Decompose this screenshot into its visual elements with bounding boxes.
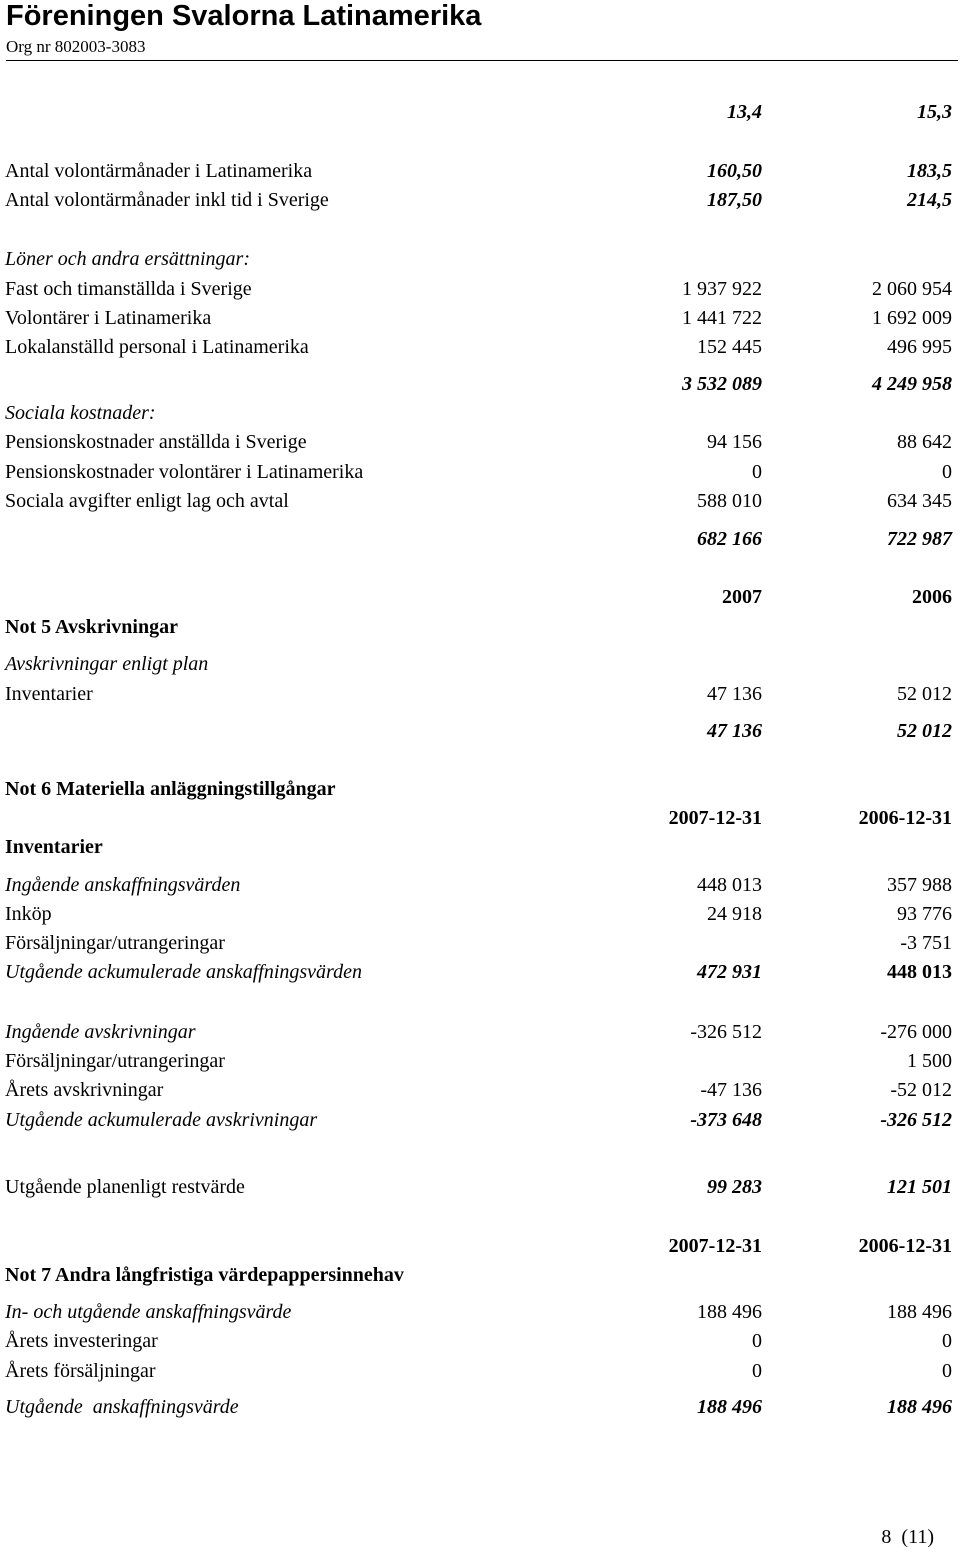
value-2006: -52 012 [890, 1079, 952, 1101]
row-label: Lokalanställd personal i Latinamerika [5, 336, 309, 358]
table-row [0, 1298, 960, 1326]
row-label: Inventarier [5, 683, 93, 705]
social-costs-heading-row [0, 399, 960, 427]
salaries-total-2007: 3 532 089 [682, 373, 762, 395]
value-2006: 448 013 [887, 961, 952, 983]
row-label: Pensionskostnader volontärer i Latinamerika [5, 461, 364, 483]
note5-title: Not 5 Avskrivningar [5, 616, 178, 638]
note7-title: Not 7 Andra långfristiga värdepappersinnehav [5, 1264, 404, 1286]
value-2006: 214,5 [907, 189, 952, 211]
value-2007: 448 013 [697, 874, 762, 896]
note6-subheading-row [0, 833, 960, 861]
value-2006: 2 060 954 [872, 278, 952, 300]
note7-date-2007: 2007-12-31 [668, 1235, 762, 1257]
salaries-heading: Löner och andra ersättningar: [5, 248, 250, 270]
table-row [0, 304, 960, 332]
note6-date-header-row [0, 804, 960, 832]
value-2006: 1 692 009 [872, 307, 952, 329]
row-label: Utgående planenligt restvärde [5, 1176, 245, 1198]
note5-year-2007: 2007 [722, 586, 762, 608]
table-row [0, 1357, 960, 1385]
table-row [0, 1047, 960, 1075]
note5-title-row [0, 613, 960, 641]
value-2006: 0 [942, 461, 952, 483]
volunteer-summary-2007: 13,4 [727, 101, 762, 123]
value-2006: 357 988 [887, 874, 952, 896]
value-2007: -326 512 [690, 1021, 762, 1043]
table-row [0, 1076, 960, 1104]
row-label: Utgående ackumulerade anskaffningsvärden [5, 961, 362, 983]
value-2007: -373 648 [690, 1109, 762, 1131]
note5-subheading: Avskrivningar enligt plan [5, 653, 209, 675]
table-row [0, 458, 960, 486]
row-label: Utgående anskaffningsvärde [5, 1396, 239, 1418]
table-row [0, 871, 960, 899]
value-2007: -47 136 [700, 1079, 762, 1101]
value-2007: 94 156 [707, 431, 762, 453]
volunteer-summary-row [0, 98, 960, 126]
value-2007: 188 496 [697, 1301, 762, 1323]
row-label: Volontärer i Latinamerika [5, 307, 212, 329]
salaries-total-row [0, 370, 960, 398]
value-2006: 93 776 [897, 903, 952, 925]
value-2006: 0 [942, 1360, 952, 1382]
row-label: Årets försäljningar [5, 1360, 156, 1382]
row-label: Fast och timanställda i Sverige [5, 278, 252, 300]
row-label: Ingående avskrivningar [5, 1021, 196, 1043]
value-2006: -3 751 [900, 932, 952, 954]
value-2007: 1 937 922 [682, 278, 762, 300]
note6-title: Not 6 Materiella anläggningstillgångar [5, 778, 336, 800]
value-2007: 152 445 [697, 336, 762, 358]
value-2007: 24 918 [707, 903, 762, 925]
table-row [0, 958, 960, 986]
table-row [0, 1393, 960, 1421]
value-2007: 472 931 [697, 961, 762, 983]
value-2007: 1 441 722 [682, 307, 762, 329]
note6-subheading: Inventarier [5, 836, 103, 858]
table-row [0, 900, 960, 928]
value-2006: 188 496 [887, 1396, 952, 1418]
row-label: Försäljningar/utrangeringar [5, 932, 225, 954]
volunteer-summary-2006: 15,3 [917, 101, 952, 123]
note5-total-row [0, 717, 960, 745]
social-costs-total-row [0, 525, 960, 553]
row-label: Årets investeringar [5, 1330, 158, 1352]
note6-date-2007: 2007-12-31 [668, 807, 762, 829]
note5-total-2007: 47 136 [707, 720, 762, 742]
row-label: Försäljningar/utrangeringar [5, 1050, 225, 1072]
row-label: Inköp [5, 903, 52, 925]
page-number: 8 (11) [881, 1526, 934, 1548]
row-label: Pensionskostnader anställda i Sverige [5, 431, 307, 453]
table-row [0, 428, 960, 456]
note5-total-2006: 52 012 [897, 720, 952, 742]
value-2007: 187,50 [707, 189, 762, 211]
value-2007: 0 [752, 461, 762, 483]
value-2006: 121 501 [887, 1176, 952, 1198]
note5-year-header-row [0, 583, 960, 611]
note7-date-header-row [0, 1232, 960, 1260]
table-row [0, 1106, 960, 1134]
organization-number: Org nr 802003-3083 [6, 37, 146, 56]
note6-date-2006: 2006-12-31 [858, 807, 952, 829]
value-2006: 634 345 [887, 490, 952, 512]
row-label: Årets avskrivningar [5, 1079, 164, 1101]
value-2006: 188 496 [887, 1301, 952, 1323]
header-divider [6, 60, 958, 61]
value-2007: 99 283 [707, 1176, 762, 1198]
value-2006: 52 012 [897, 683, 952, 705]
table-row [0, 157, 960, 185]
value-2006: -276 000 [880, 1021, 952, 1043]
value-2007: 0 [752, 1360, 762, 1382]
table-row [0, 186, 960, 214]
row-label: Antal volontärmånader i Latinamerika [5, 160, 313, 182]
salaries-total-2006: 4 249 958 [872, 373, 952, 395]
social-costs-total-2007: 682 166 [697, 528, 762, 550]
note6-title-row [0, 775, 960, 803]
table-row [0, 1327, 960, 1355]
salaries-heading-row [0, 245, 960, 273]
table-row [0, 275, 960, 303]
table-row [0, 1018, 960, 1046]
row-label: Ingående anskaffningsvärden [5, 874, 241, 896]
social-costs-heading: Sociala kostnader: [5, 402, 156, 424]
table-row [0, 680, 960, 708]
row-label: Utgående ackumulerade avskrivningar [5, 1109, 318, 1131]
organization-title: Föreningen Svalorna Latinamerika [6, 0, 482, 32]
value-2006: 0 [942, 1330, 952, 1352]
value-2006: 88 642 [897, 431, 952, 453]
social-costs-total-2006: 722 987 [887, 528, 952, 550]
value-2007: 588 010 [697, 490, 762, 512]
row-label: Sociala avgifter enligt lag och avtal [5, 490, 289, 512]
note7-date-2006: 2006-12-31 [858, 1235, 952, 1257]
note5-year-2006: 2006 [912, 586, 952, 608]
note7-title-row [0, 1261, 960, 1289]
value-2006: 183,5 [907, 160, 952, 182]
row-label: Antal volontärmånader inkl tid i Sverige [5, 189, 329, 211]
value-2006: 1 500 [907, 1050, 952, 1072]
table-row [0, 333, 960, 361]
value-2007: 0 [752, 1330, 762, 1352]
table-row [0, 1173, 960, 1201]
table-row [0, 487, 960, 515]
table-row [0, 929, 960, 957]
value-2007: 160,50 [707, 160, 762, 182]
note5-subheading-row [0, 650, 960, 678]
value-2006: -326 512 [880, 1109, 952, 1131]
value-2006: 496 995 [887, 336, 952, 358]
value-2007: 47 136 [707, 683, 762, 705]
value-2007: 188 496 [697, 1396, 762, 1418]
row-label: In- och utgående anskaffningsvärde [5, 1301, 292, 1323]
